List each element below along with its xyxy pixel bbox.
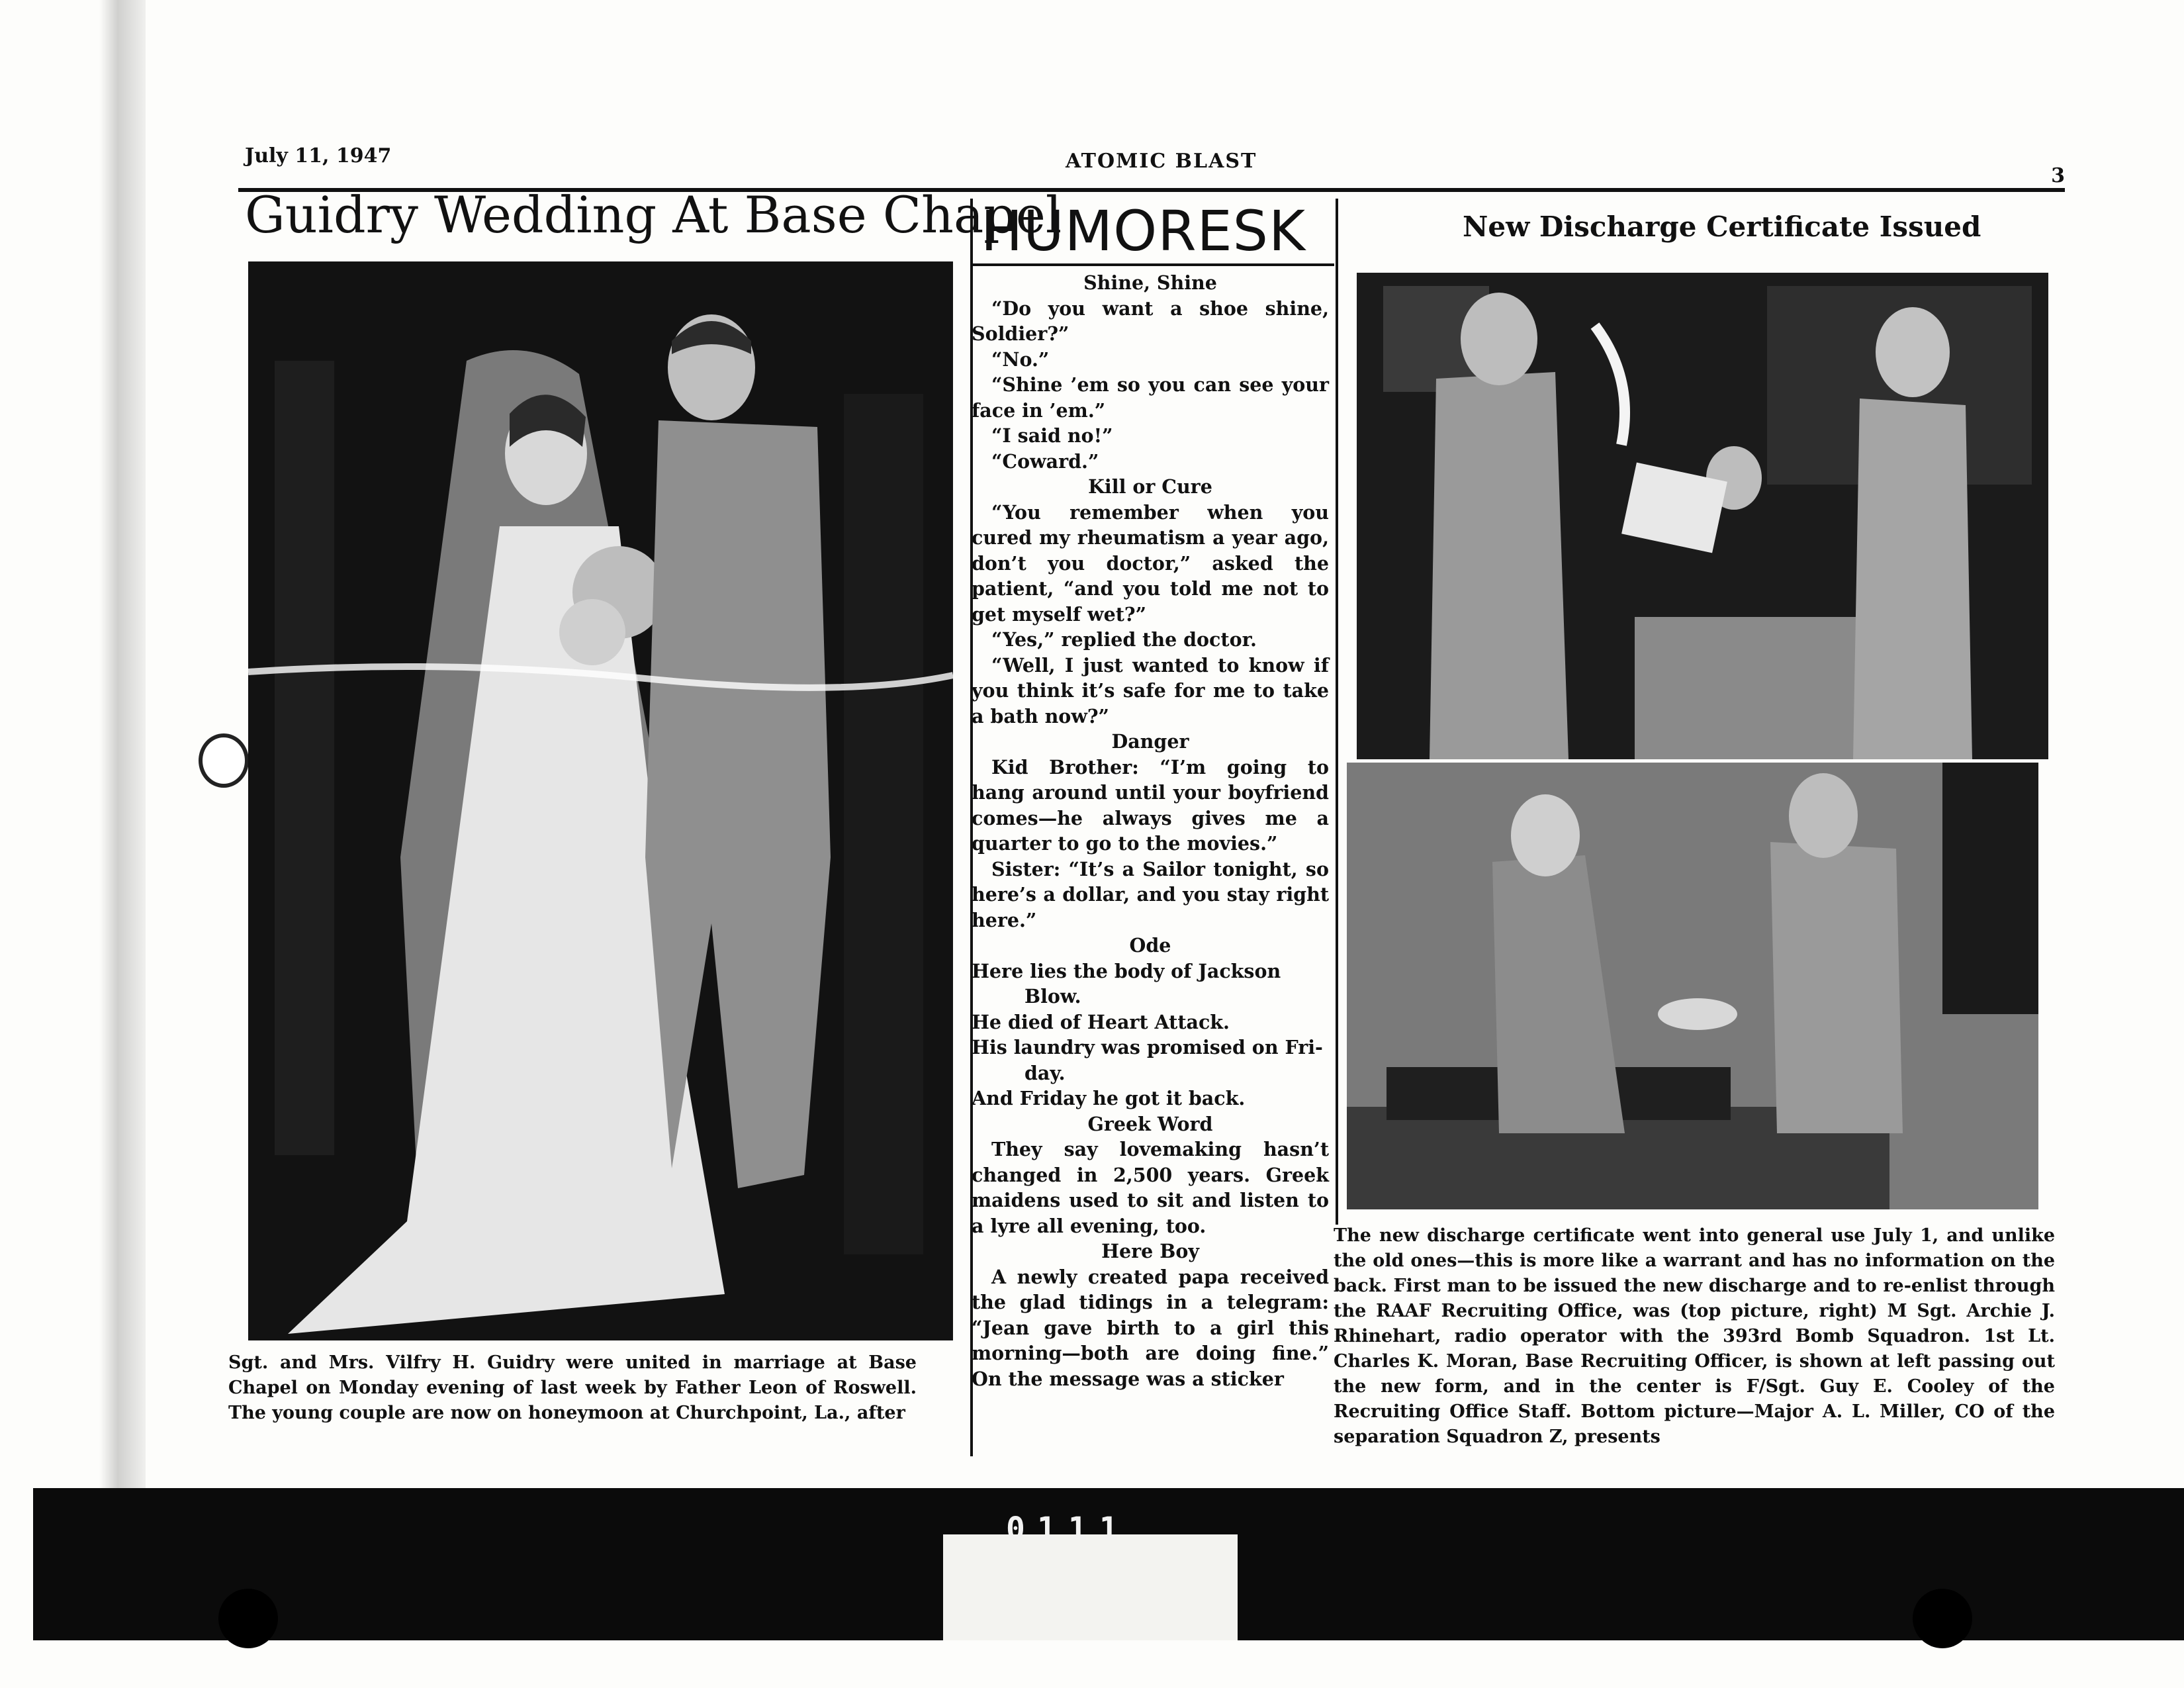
humoresk-rule bbox=[972, 263, 1334, 266]
issue-date: July 11, 1947 bbox=[245, 144, 392, 167]
joke-heading: Here Boy bbox=[1101, 1240, 1199, 1262]
newspaper-name: ATOMIC BLAST bbox=[1066, 150, 1257, 173]
discharge-bottom-photo-image bbox=[1347, 763, 2038, 1209]
film-hole-icon bbox=[218, 1589, 278, 1648]
humoresk-title: HUMORESK bbox=[981, 199, 1306, 263]
joke-line: “Shine ’em so you can see your face in ’em.” bbox=[972, 373, 1329, 422]
discharge-top-photo-image bbox=[1357, 273, 2048, 759]
film-hole-icon bbox=[1913, 1589, 1972, 1648]
wedding-photo-image bbox=[248, 261, 953, 1340]
page-number: 3 bbox=[2051, 164, 2065, 187]
joke-line: “Coward.” bbox=[991, 449, 1099, 473]
joke-line: “Do you want a shoe shine, Soldier?” bbox=[972, 297, 1329, 345]
joke-heading: Ode bbox=[1129, 934, 1171, 957]
joke-line: “You remember when you cured my rheumatism a year ago, don’t you doctor,” asked the patient, “and you told me not to get myself wet?” bbox=[972, 500, 1329, 626]
wedding-headline: Guidry Wedding At Base Chapel bbox=[245, 185, 1062, 244]
microfilm-label bbox=[943, 1534, 1238, 1640]
ode-line: Blow. bbox=[1024, 985, 1081, 1008]
page-header bbox=[238, 144, 2065, 187]
joke-heading: Danger bbox=[1111, 730, 1189, 753]
joke-line: “No.” bbox=[991, 348, 1050, 371]
ode-line: And Friday he got it back. bbox=[972, 1087, 1246, 1109]
humoresk-column bbox=[972, 270, 1329, 1391]
ode-line: Here lies the body of Jackson bbox=[972, 959, 1281, 982]
discharge-article: The new discharge certificate went into general use July 1, and unlike the old ones—this is more like a warrant and has no information on the back. First man to be issued the new discharge and to re-enlist through the RAAF Recruiting Office, was (top picture, right) M Sgt. Archie J. Rhinehart, radio operator with the 393rd Bomb Squadron. 1st Lt. Charles K. Moran, Base Recruiting Officer, is shown at left passing out the new form, and in the center is F/Sgt. Guy E. Cooley of the Recruiting Office Staff. Bottom picture—Major A. L. Miller, CO of the separation Squadron Z, presents bbox=[1334, 1225, 2055, 1447]
ode-line: day. bbox=[1024, 1061, 1066, 1084]
wedding-caption: Sgt. and Mrs. Vilfry H. Guidry were united in marriage at Base Chapel on Monday evening of last week by Father Leon of Roswell. The young couple are now on honeymoon at Churchpoint, La., after bbox=[228, 1352, 917, 1423]
scan-edge-shadow bbox=[99, 0, 146, 1509]
joke-line: Kid Brother: “I’m going to hang around until your boyfriend comes—he always gives me a quarter to go to the movies.” bbox=[972, 755, 1329, 855]
joke-line: A newly created papa received the glad tidings in a telegram: “Jean gave birth to a girl this morning—both are doing fine.” On the message was a sticker bbox=[972, 1265, 1329, 1390]
ode-line: His laundry was promised on Fri- bbox=[972, 1036, 1323, 1058]
discharge-top-photo bbox=[1357, 273, 2048, 759]
joke-heading: Shine, Shine bbox=[1083, 271, 1217, 294]
discharge-bottom-photo bbox=[1347, 763, 2038, 1209]
ode-line: He died of Heart Attack. bbox=[972, 1010, 1230, 1033]
joke-line: “Well, I just wanted to know if you think it’s safe for me to take a bath now?” bbox=[972, 653, 1329, 727]
joke-line: “Yes,” replied the doctor. bbox=[991, 628, 1257, 651]
joke-heading: Greek Word bbox=[1087, 1112, 1213, 1135]
column-divider bbox=[1336, 199, 1338, 1225]
joke-line: Sister: “It’s a Sailor tonight, so here’s a dollar, and you stay right here.” bbox=[972, 857, 1329, 931]
binder-ring-icon bbox=[199, 733, 249, 788]
joke-heading: Kill or Cure bbox=[1088, 475, 1212, 498]
joke-line: They say lovemaking hasn’t changed in 2,500 years. Greek maidens used to sit and listen to a lyre all evening, too. bbox=[972, 1138, 1329, 1237]
joke-line: “I said no!” bbox=[991, 424, 1113, 447]
wedding-photo bbox=[248, 261, 953, 1340]
frame-number: 0111 bbox=[1006, 1511, 1130, 1548]
discharge-headline: New Discharge Certificate Issued bbox=[1463, 211, 1981, 243]
